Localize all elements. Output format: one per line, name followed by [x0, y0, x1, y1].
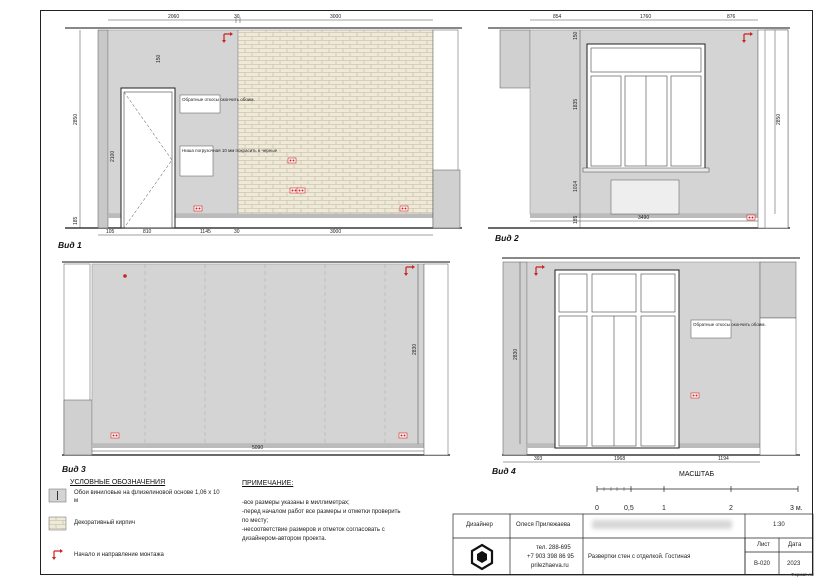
v1-dim-left-1: 2850 — [73, 113, 79, 125]
note-line-4: -несоответствие размеров и отметок согласовать с — [242, 527, 385, 533]
v3-dim-right: 2830 — [412, 343, 418, 355]
designer-logo — [472, 545, 492, 569]
note-line-5: дизайнером-автором проекта. — [242, 536, 327, 542]
tb-year: 2023 — [787, 561, 801, 567]
v1-dim-bot-2: 810 — [143, 229, 152, 235]
legend-item-mounting: Начало и направление монтажа — [74, 552, 164, 558]
tb-scale-value: 1:30 — [773, 522, 785, 528]
view-2-label: Вид 2 — [495, 233, 519, 243]
v1-note-switch: Обратные откосы окончить обоим. — [182, 97, 255, 102]
scale-tick-2: 2 — [729, 505, 733, 512]
tb-redacted — [592, 520, 732, 529]
view-4-elevation — [502, 258, 800, 462]
v4-dim-left: 2830 — [513, 348, 519, 360]
scale-tick-1: 1 — [662, 505, 666, 512]
tb-sheet-no: В-020 — [754, 561, 771, 567]
scale-title: МАСШТАБ — [679, 471, 715, 478]
v2-dim-right: 2850 — [776, 113, 782, 125]
legend-title: УСЛОВНЫЕ ОБОЗНАЧЕНИЯ — [70, 479, 166, 486]
v1-dim-left-2: 185 — [73, 216, 79, 225]
legend-swatches — [49, 489, 66, 560]
tb-phone-2: +7 903 398 86 95 — [527, 554, 574, 560]
scale-bar — [595, 486, 803, 512]
v1-dim-top-2: 30 — [234, 14, 240, 20]
tb-col-sheet: Лист — [757, 542, 771, 548]
v1-dim-top-3: 3000 — [330, 14, 342, 20]
v4-dim-bot-2: 1968 — [614, 456, 626, 462]
scale-tick-05: 0,5 — [624, 505, 634, 512]
legend-item-wallpaper: Обои виниловые на флизелиновой основе 1,06 х 10 м — [74, 490, 220, 504]
v1-dim-bot-4: 30 — [234, 229, 240, 235]
tb-designer-name: Олеся Прилежаева — [516, 522, 571, 528]
tb-col-date: Дата — [788, 542, 802, 548]
note-line-2: -перед началом работ все размеры и отметки проверить — [242, 509, 401, 515]
legend-item-brick: Декоративный кирпич — [74, 520, 135, 526]
v1-note-niche: Ниша погрузочная 10 мм покрасить в черные — [182, 148, 278, 153]
tb-format: Формат А3 — [791, 572, 814, 577]
tb-role: Дизайнер — [466, 522, 493, 528]
v4-dim-bot-1: 393 — [534, 456, 543, 462]
scale-tick-0: 0 — [595, 505, 599, 512]
v2-dim-top-small: 150 — [573, 31, 579, 40]
v3-dim-bottom: 5090 — [252, 445, 264, 451]
view-1-elevation — [65, 14, 462, 235]
v1-dim-bot-3: 1145 — [200, 229, 211, 235]
v2-dim-left-2: 1014 — [573, 180, 579, 192]
v1-dim-door: 2100 — [110, 150, 116, 162]
v2-dim-top-1: 854 — [553, 14, 562, 20]
v2-dim-top-3: 876 — [727, 14, 736, 20]
view-2-elevation — [488, 14, 790, 228]
v4-note: Обратные откосы окончить обоим. — [693, 322, 766, 327]
v2-dim-left-3: 185 — [573, 215, 579, 224]
v1-dim-top-1: 2060 — [168, 14, 180, 20]
v2-dim-top-2: 1760 — [640, 14, 652, 20]
v4-dim-bot-3: 1194 — [718, 456, 729, 462]
v1-dim-bot-5: 3000 — [330, 229, 342, 235]
tb-sheet-title: Развертки стен с отделкой. Гостиная — [588, 554, 691, 560]
v2-dim-left-1: 1835 — [573, 98, 579, 110]
tb-site: prilezhaeva.ru — [531, 563, 569, 569]
notes-title: ПРИМЕЧАНИЕ: — [242, 480, 294, 487]
scale-tick-3: 3 м. — [790, 505, 803, 512]
v1-dim-top-small: 150 — [156, 54, 162, 63]
view-3-label: Вид 3 — [62, 464, 86, 474]
v1-dim-bot-1: 105 — [106, 229, 115, 235]
view-4-label: Вид 4 — [492, 466, 516, 476]
note-line-1: -все размеры указаны в миллиметрах; — [242, 500, 350, 506]
tb-phone-1: тел. 288-695 — [536, 545, 571, 551]
note-line-3: по месту; — [242, 518, 269, 524]
view-1-label: Вид 1 — [58, 240, 82, 250]
view-3-elevation — [62, 262, 450, 455]
v2-dim-bot-1: 3490 — [638, 215, 650, 221]
